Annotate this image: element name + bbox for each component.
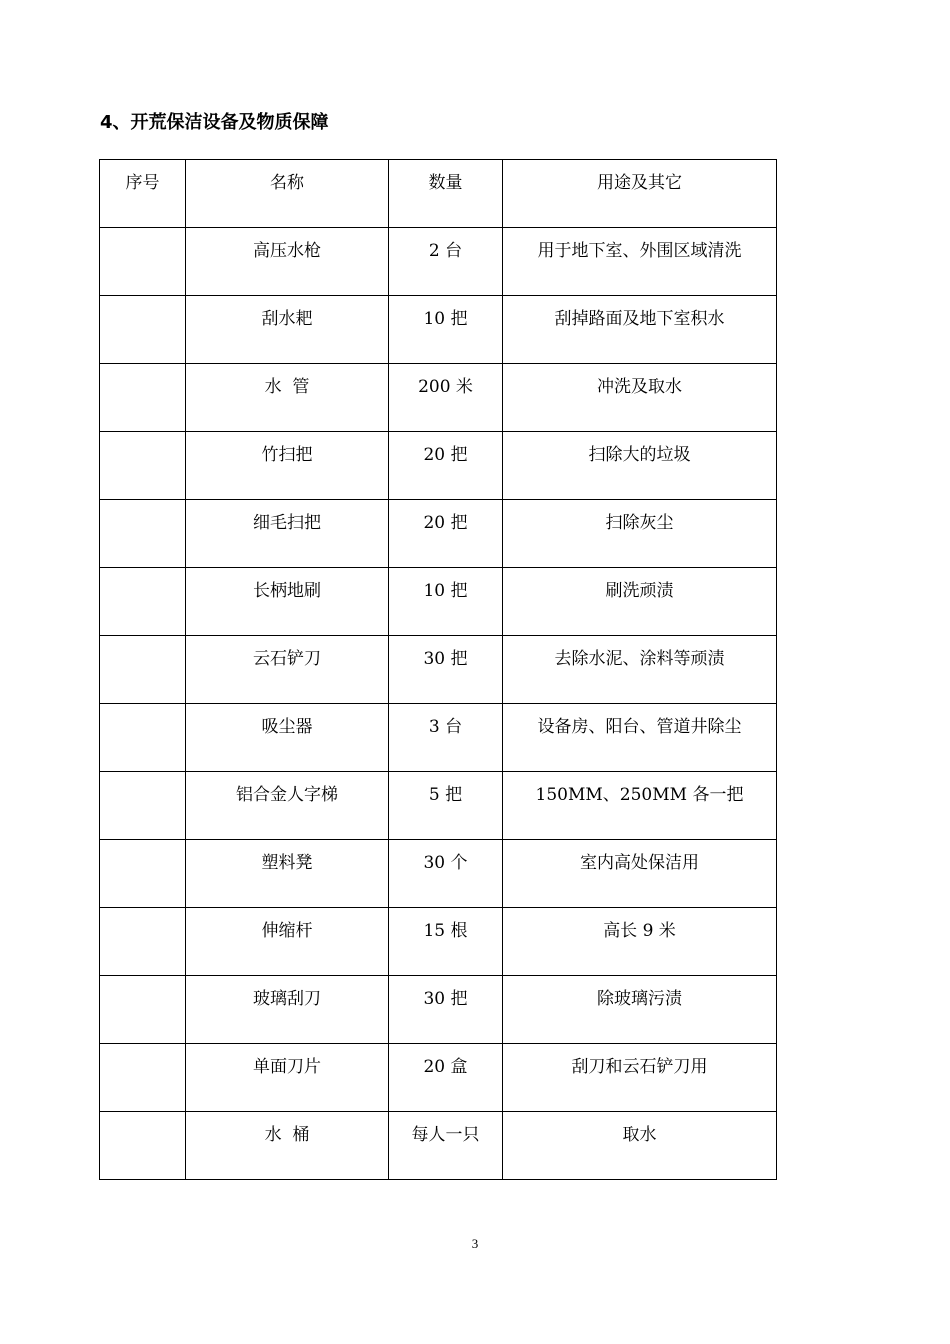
table-row <box>100 704 777 772</box>
table-row <box>100 1112 777 1180</box>
table-header-row <box>100 160 777 228</box>
cell-seq <box>100 228 186 296</box>
cell-qty: 2 台 <box>389 228 503 296</box>
cell-use: 刷洗顽渍 <box>503 568 777 636</box>
cell-seq <box>100 840 186 908</box>
cell-name: 塑料凳 <box>186 840 389 908</box>
table-row <box>100 432 777 500</box>
cell-qty: 30 把 <box>389 976 503 1044</box>
cell-name: 伸缩杆 <box>186 908 389 976</box>
section-title: 4、开荒保洁设备及物质保障 <box>100 112 329 133</box>
cell-seq <box>100 772 186 840</box>
cell-qty: 10 把 <box>389 296 503 364</box>
cell-use: 用于地下室、外围区域清洗 <box>503 228 777 296</box>
cell-name: 单面刀片 <box>186 1044 389 1112</box>
table-body <box>100 228 777 1180</box>
header-qty: 数量 <box>389 160 503 228</box>
cell-name: 云石铲刀 <box>186 636 389 704</box>
cell-use: 刮掉路面及地下室积水 <box>503 296 777 364</box>
cell-name: 高压水枪 <box>186 228 389 296</box>
table-row <box>100 636 777 704</box>
cell-seq <box>100 1044 186 1112</box>
table-row <box>100 568 777 636</box>
table-row <box>100 364 777 432</box>
cell-name: 水 桶 <box>186 1112 389 1180</box>
cell-qty: 30 把 <box>389 636 503 704</box>
cell-use: 设备房、阳台、管道井除尘 <box>503 704 777 772</box>
cell-seq <box>100 636 186 704</box>
cell-use: 除玻璃污渍 <box>503 976 777 1044</box>
cell-name: 水 管 <box>186 364 389 432</box>
cell-name: 吸尘器 <box>186 704 389 772</box>
cell-seq <box>100 976 186 1044</box>
equipment-table <box>99 159 777 1180</box>
cell-use: 取水 <box>503 1112 777 1180</box>
cell-name: 铝合金人字梯 <box>186 772 389 840</box>
cell-qty: 20 把 <box>389 432 503 500</box>
cell-qty: 10 把 <box>389 568 503 636</box>
cell-qty: 20 盒 <box>389 1044 503 1112</box>
cell-qty: 15 根 <box>389 908 503 976</box>
table-row <box>100 908 777 976</box>
cell-use: 扫除大的垃圾 <box>503 432 777 500</box>
cell-seq <box>100 432 186 500</box>
cell-qty: 5 把 <box>389 772 503 840</box>
cell-name: 玻璃刮刀 <box>186 976 389 1044</box>
table-row <box>100 772 777 840</box>
header-name: 名称 <box>186 160 389 228</box>
cell-use: 扫除灰尘 <box>503 500 777 568</box>
cell-qty: 每人一只 <box>389 1112 503 1180</box>
cell-name: 竹扫把 <box>186 432 389 500</box>
table-row <box>100 500 777 568</box>
table-row <box>100 296 777 364</box>
cell-name: 长柄地刷 <box>186 568 389 636</box>
cell-qty: 3 台 <box>389 704 503 772</box>
cell-seq <box>100 296 186 364</box>
cell-use: 冲洗及取水 <box>503 364 777 432</box>
cell-name: 刮水耙 <box>186 296 389 364</box>
table-row <box>100 976 777 1044</box>
header-seq: 序号 <box>100 160 186 228</box>
cell-qty: 30 个 <box>389 840 503 908</box>
table-row <box>100 1044 777 1112</box>
cell-seq <box>100 568 186 636</box>
cell-qty: 200 米 <box>389 364 503 432</box>
cell-use: 刮刀和云石铲刀用 <box>503 1044 777 1112</box>
table-row <box>100 840 777 908</box>
cell-use: 室内高处保洁用 <box>503 840 777 908</box>
page-number: 3 <box>471 1236 479 1251</box>
table-row <box>100 228 777 296</box>
cell-seq <box>100 704 186 772</box>
cell-seq <box>100 1112 186 1180</box>
cell-seq <box>100 908 186 976</box>
cell-use: 高长 9 米 <box>503 908 777 976</box>
cell-qty: 20 把 <box>389 500 503 568</box>
cell-seq <box>100 500 186 568</box>
cell-use: 去除水泥、涂料等顽渍 <box>503 636 777 704</box>
cell-use: 150MM、250MM 各一把 <box>503 772 777 840</box>
cell-name: 细毛扫把 <box>186 500 389 568</box>
header-use: 用途及其它 <box>503 160 777 228</box>
cell-seq <box>100 364 186 432</box>
